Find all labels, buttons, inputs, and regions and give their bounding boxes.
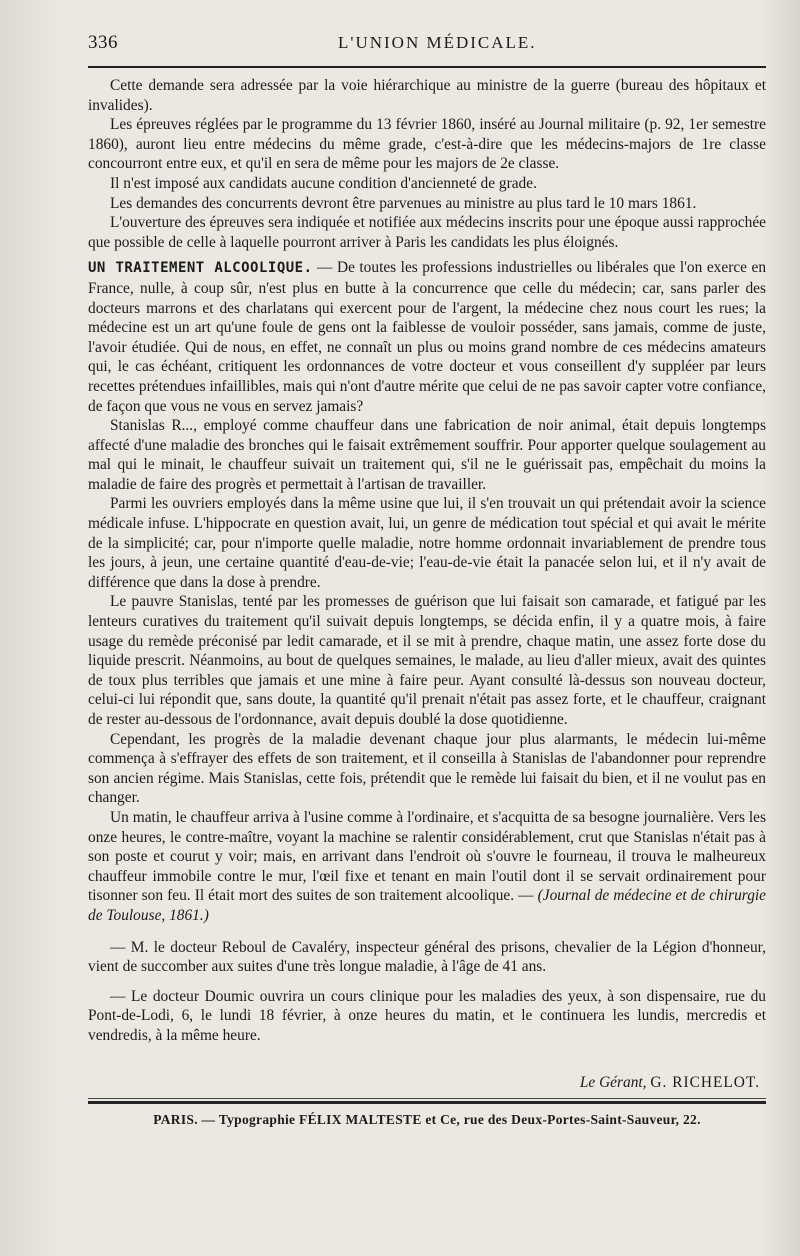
article-lead-paragraph [88, 258, 766, 416]
paragraph: Cependant, les progrès de la maladie devenant chaque jour plus alarmants, le médecin lui-même commença à s'effrayer des effets de son traitement, et il conseilla à Stanislas de l'abandonner pour reprendre son ancien régime. Mais Stanislas, cette fois, prétendit que le remède lui faisait du bien, et il ne voulut pas en changer. [88, 730, 766, 807]
signature [88, 1074, 766, 1092]
divider [88, 1098, 766, 1099]
paragraph: Il n'est imposé aux candidats aucune condition d'ancienneté de grade. [110, 174, 537, 192]
page-number: 336 [88, 32, 118, 53]
paragraph: L'ouverture des épreuves sera indiquée et notifiée aux médecins inscrits pour une époque aussi rapprochée que possible de celle à laquelle pourront arriver à Paris les candidats les plus éloignés. [88, 214, 766, 251]
paragraph: Cette demande sera adressée par la voie hiérarchique au ministre de la guerre (bureau des hôpitaux et invalides). [88, 77, 766, 114]
printer-imprint: PARIS. — Typographie FÉLIX MALTESTE et Ce, rue des Deux-Portes-Saint-Sauveur, 22. [153, 1111, 701, 1127]
paragraph: Les épreuves réglées par le programme du 13 février 1860, inséré au Journal militaire (p. 92, 1er semestre 1860), auront lieu entre médecins du même grade, c'est-à-dire que les médecins-majors de 1re classe concourront entre eux, et qu'il en sera de même pour les majors de 2e classe. [88, 116, 766, 173]
running-title: L'UNION MÉDICALE. [338, 33, 537, 52]
paragraph [88, 808, 766, 926]
paragraph: Parmi les ouvriers employés dans la même usine que lui, il s'en trouvait un qui prétendait avoir la science médicale infuse. L'hippocrate en question avait, lui, un genre de médication tout spécial et qui avait le mérite de la simplicité; car, pour n'importe quelle maladie, notre homme ordonnait invariablement de prendre tous les jours, à jeun, une certaine quantité d'eau-de-vie; l'eau-de-vie était la panacée selon lui, et il n'y avait de différence que dans la dose à prendre. [88, 495, 766, 591]
paragraph-text: Un matin, le chauffeur arriva à l'usine comme à l'ordinaire, et s'acquitta de sa besogne journalière. Vers les onze heures, le contre-maître, voyant la machine se ralentir considérablement, crut que Stanislas n'était pas à son poste et courut y voir; mais, en arrivant dans l'endroit où s'ouvre le fourneau, il trouva le malheureux chauffeur immobile contre le mur, l'œil fixe et tenant en main l'outil dont il se servait ordinairement pour tisonner son feu. Il était mort des suites de son traitement alcoolique. — [88, 808, 766, 905]
article-title: UN TRAITEMENT ALCOOLIQUE. [88, 260, 313, 277]
paragraph: Stanislas R..., employé comme chauffeur dans une fabrication de noir animal, était depuis longtemps affecté d'une maladie des bronches qui le faisait extrêmement souffrir. Pour apporter quelque soulagement au mal qui le minait, le chauffeur suivait un traitement qui, s'il ne le guérissait pas, empêchait du moins la maladie de faire des progrès et permettait à l'artisan de travailler. [88, 417, 766, 493]
news-note: — M. le docteur Reboul de Cavaléry, inspecteur général des prisons, chevalier de la Légion d'honneur, vient de succomber aux suites d'une très longue maladie, à l'âge de 41 ans. [88, 938, 766, 976]
article-lead: — De toutes les professions industrielles ou libérales que l'on exerce en France, nulle, à coup sûr, n'est plus en butte à la concurrence que celle du médecin; car, sans parler des docteurs marrons et des charlatans qui exercent pour de l'argent, la médecine chez nous court les rues; la médecine est un art qu'une foule de gens ont la faiblesse de vouloir posséder, sans jamais, comme de juste, l'avoir étudiée. Qui de nous, en effet, ne connaît un plus ou moins grand nombre de ces médecins amateurs qui, le cas échéant, critiquent les ordonnances de votre docteur et vous conseillent d'y suppléer par leurs recettes prétendues infaillibles, mais qui n'ont d'autre mérite que celui de ne pas savoir capter votre confiance, de façon que vous ne vous en servez jamais? [88, 259, 767, 415]
body-text [88, 76, 766, 1046]
page-header [88, 32, 766, 68]
signature-name: G. RICHELOT. [650, 1073, 760, 1091]
paragraph: Les demandes des concurrents devront être parvenues au ministre au plus tard le 10 mars 1861. [110, 194, 697, 212]
signature-role: Le Gérant, [579, 1073, 647, 1091]
divider [88, 1101, 766, 1104]
news-note: — Le docteur Doumic ouvrira un cours clinique pour les maladies des yeux, à son dispensaire, rue du Pont-de-Lodi, 6, le lundi 18 février, à onze heures du matin, et le continuera les lundis, mercredis et vendredis, à la même heure. [88, 987, 766, 1044]
source-citation: (Journal de médecine et de chirurgie de Toulouse, 1861.) [88, 887, 767, 924]
paragraph: Le pauvre Stanislas, tenté par les promesses de guérison que lui faisait son camarade, et fatigué par les lenteurs curatives du traitement qu'il suivait depuis longtemps, se décida enfin, il y a quatre mois, à faire usage du remède préconisé par ledit camarade, et il se mit à prendre, chaque matin, une assez forte dose du liquide prescrit. Néanmoins, au bout de quelques semaines, le malade, au lieu d'aller mieux, avait des quintes de toux plus terribles que jamais et une mine à faire peur. Ayant consulté là-dessus son nouveau docteur, celui-ci lui répondit que, sans doute, la quantité qu'il prenait n'était pas assez forte, et le chauffeur, craignant de rester au-dessous de l'ordonnance, avait depuis doublé la dose quotidienne. [88, 593, 766, 728]
